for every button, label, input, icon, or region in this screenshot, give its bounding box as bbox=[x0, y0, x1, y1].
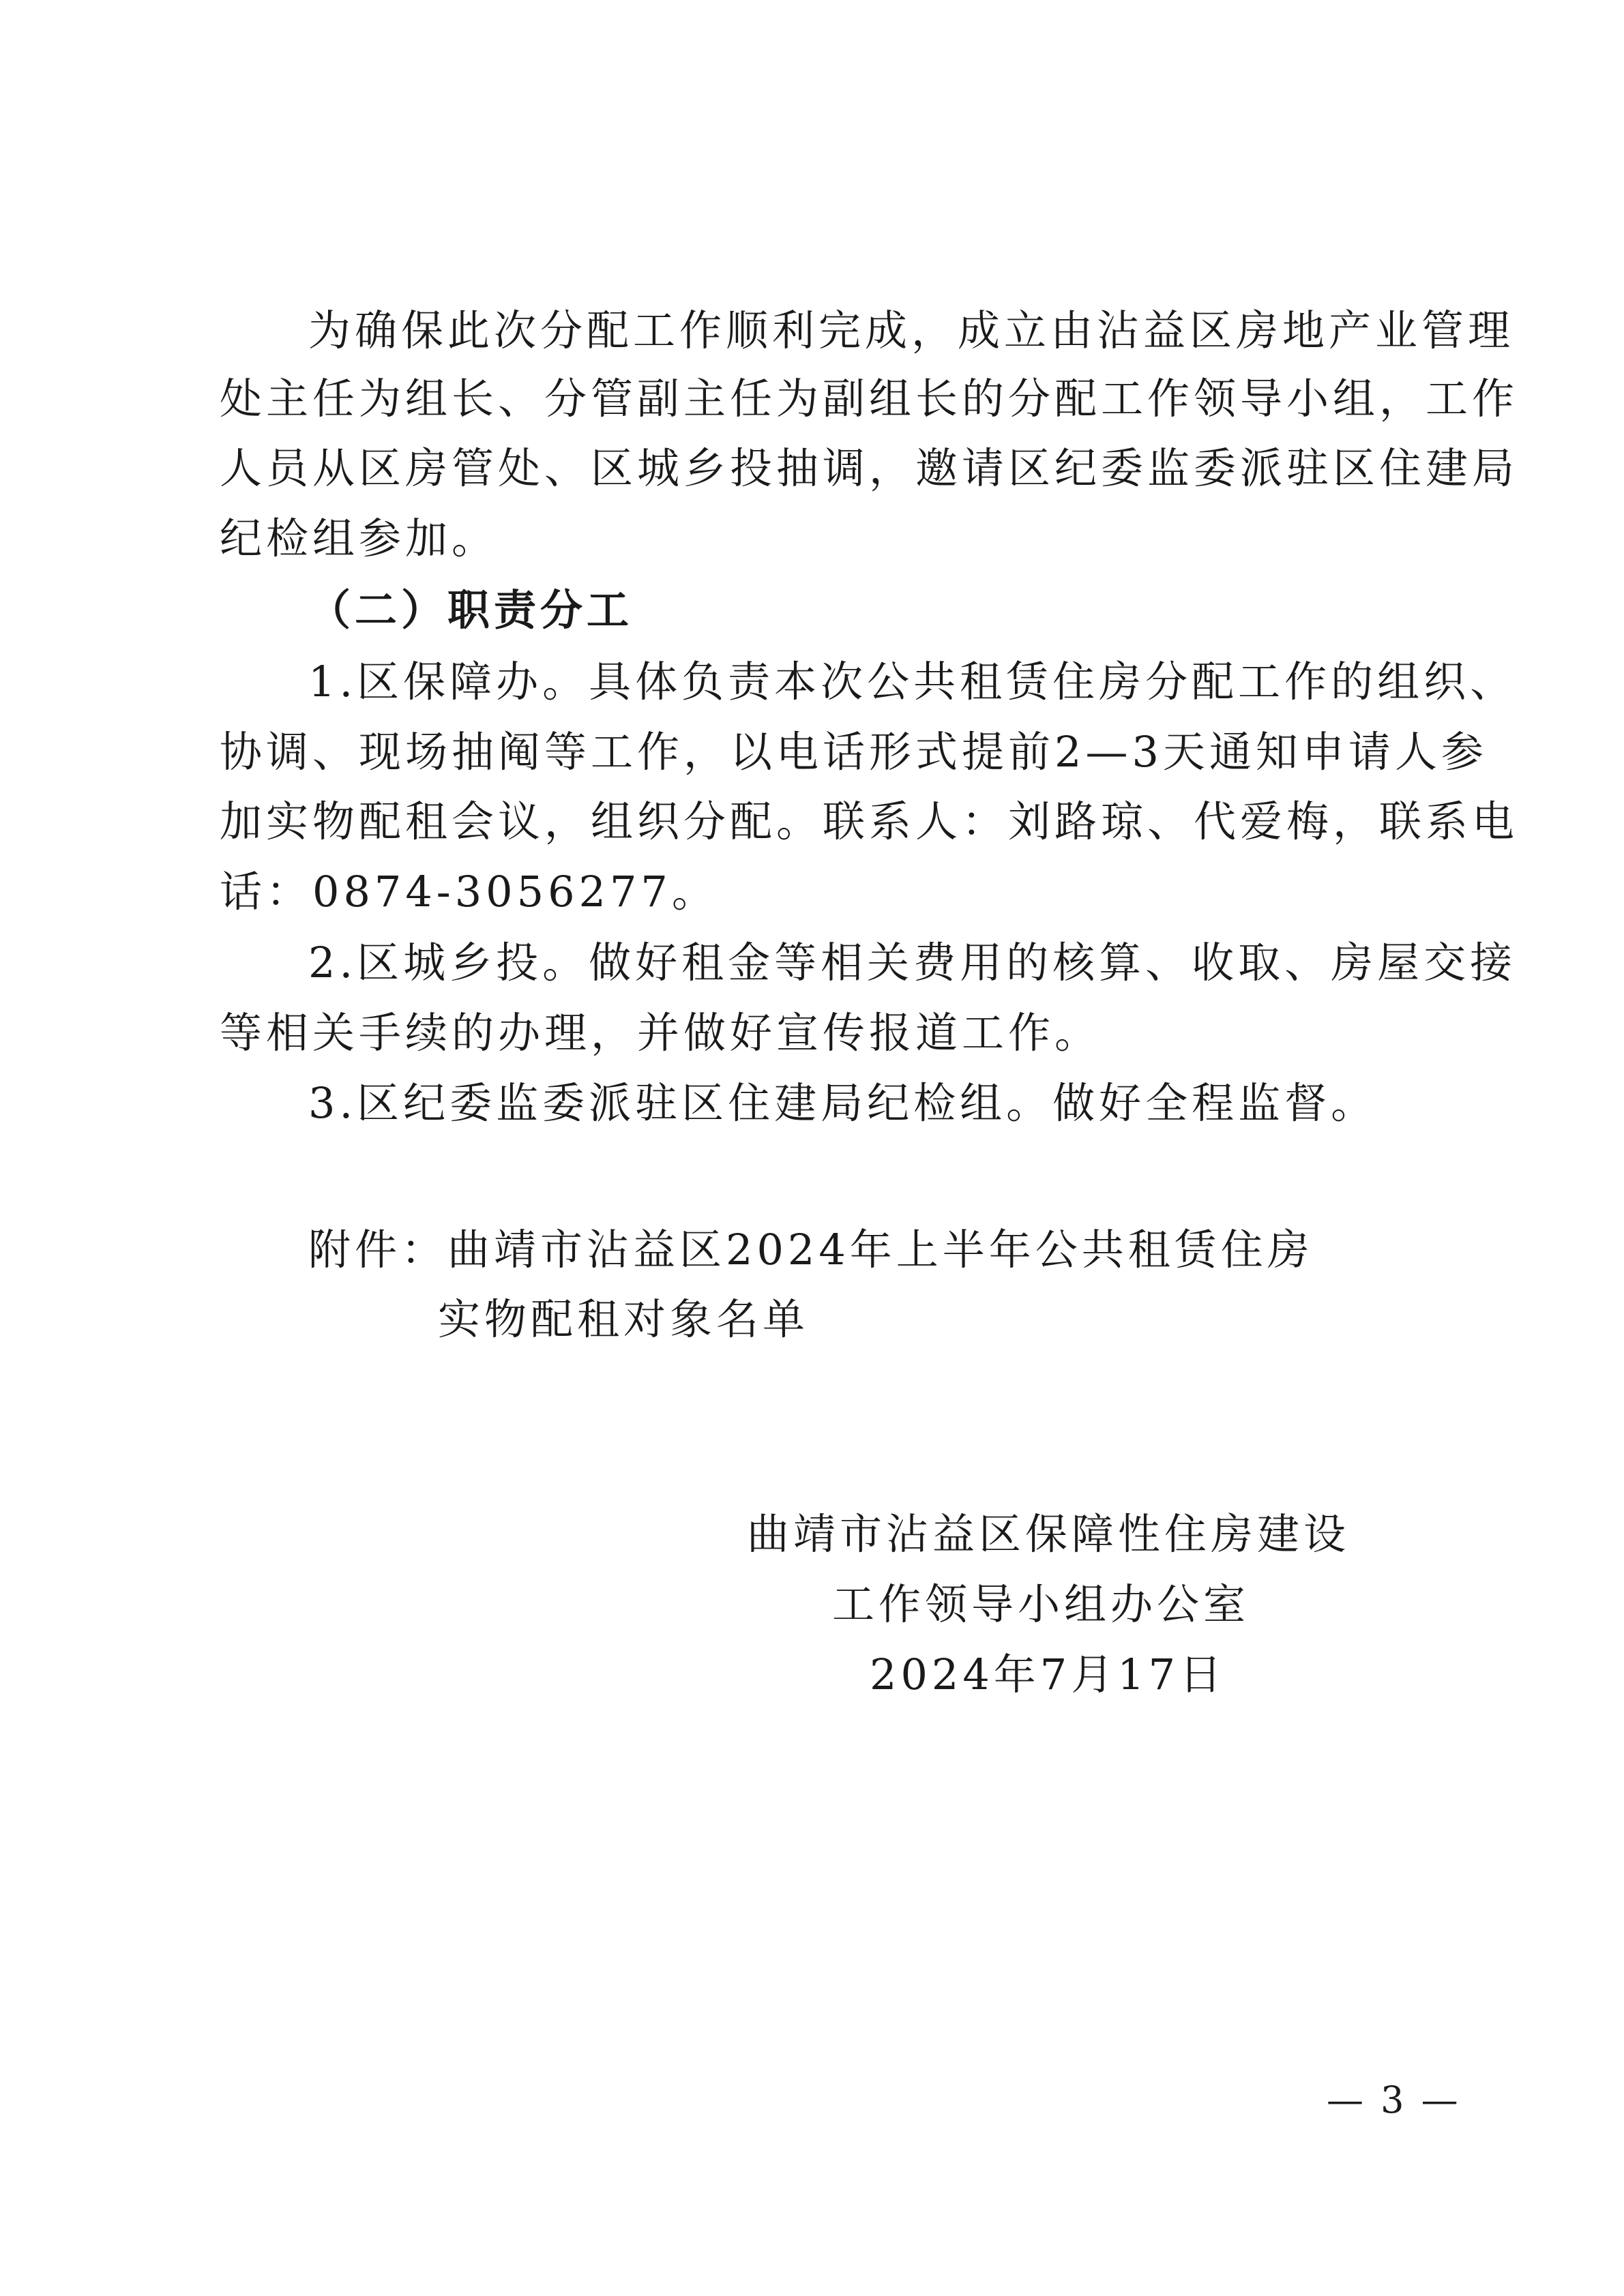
paragraph-line: 纪检组参加。 bbox=[220, 513, 499, 563]
paragraph-line: 1.区保障办。具体负责本次公共租赁住房分配工作的组织、 bbox=[308, 657, 1517, 706]
paragraph-line: 3.区纪委监委派驻区住建局纪检组。做好全程监督。 bbox=[308, 1078, 1378, 1128]
issuing-organization: 曲靖市沾益区保障性住房建设 bbox=[747, 1509, 1350, 1559]
paragraph-line: 等相关手续的办理，并做好宣传报道工作。 bbox=[220, 1008, 1102, 1058]
issue-date: 2024年7月17日 bbox=[870, 1650, 1226, 1699]
attachment-line: 实物配租对象名单 bbox=[438, 1294, 810, 1344]
paragraph-line: 加实物配租会议，组织分配。联系人：刘路琼、代爱梅，联系电 bbox=[220, 796, 1519, 846]
paragraph-line: 协调、现场抽阄等工作，以电话形式提前2—3天通知申请人参 bbox=[220, 727, 1488, 777]
paragraph-line: 2.区城乡投。做好租金等相关费用的核算、收取、房屋交接 bbox=[308, 938, 1517, 987]
paragraph-line: 话：0874-3056277。 bbox=[220, 867, 718, 916]
paragraph-line: 处主任为组长、分管副主任为副组长的分配工作领导小组，工作 bbox=[220, 374, 1519, 423]
section-heading: （二）职责分工 bbox=[308, 585, 634, 635]
attachment-line: 附件：曲靖市沾益区2024年上半年公共租赁住房 bbox=[308, 1225, 1314, 1274]
paragraph-line: 人员从区房管处、区城乡投抽调，邀请区纪委监委派驻区住建局 bbox=[220, 443, 1519, 493]
paragraph-line: 为确保此次分配工作顺利完成，成立由沾益区房地产业管理 bbox=[308, 305, 1515, 355]
issuing-organization: 工作领导小组办公室 bbox=[832, 1579, 1250, 1629]
page-number: — 3 — bbox=[1327, 2078, 1461, 2121]
